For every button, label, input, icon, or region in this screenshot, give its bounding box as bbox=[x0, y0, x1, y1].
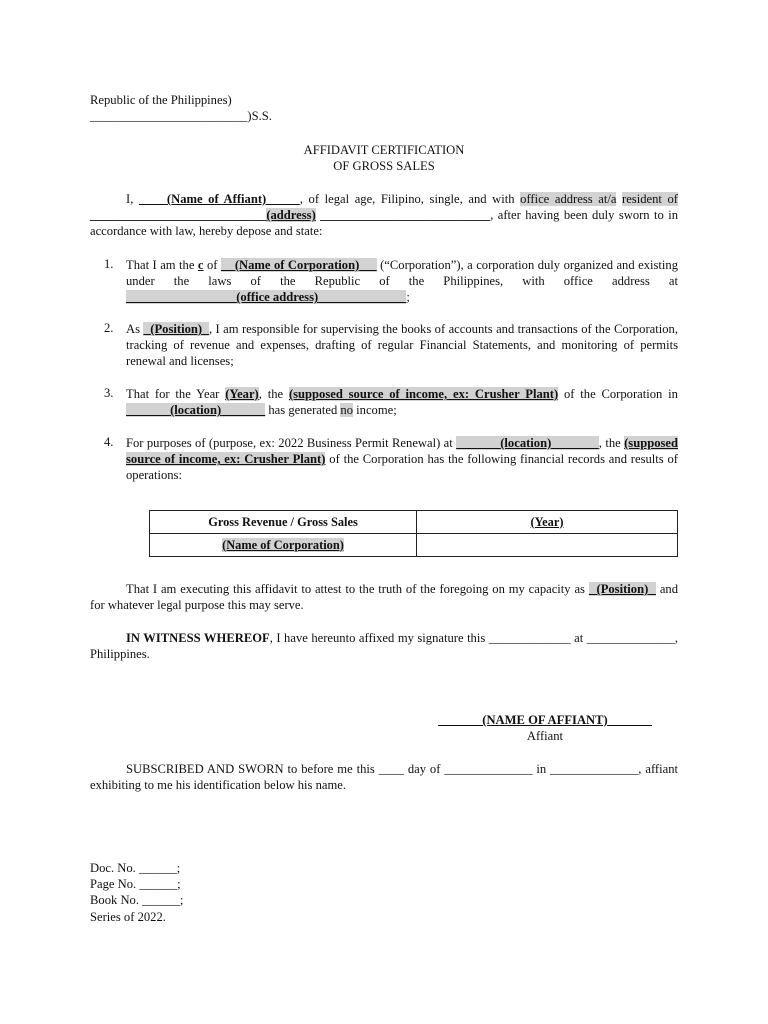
location-field: (location) bbox=[456, 436, 599, 450]
item-number: 2. bbox=[104, 321, 114, 335]
office-address-field: (office address) bbox=[126, 290, 406, 304]
address-field: ____________________________(address) ___________________________ bbox=[90, 208, 491, 223]
table-row bbox=[150, 534, 678, 557]
intro-text-1: , of legal age, Filipino, single, and with bbox=[299, 192, 521, 206]
witness-heading: IN WITNESS WHEREOF bbox=[126, 631, 270, 645]
series: Series of 2022. bbox=[90, 909, 166, 924]
intro-paragraph bbox=[90, 191, 678, 240]
resident-of-highlight: resident of bbox=[622, 192, 678, 206]
table-header-gross-revenue: Gross Revenue / Gross Sales bbox=[150, 511, 417, 534]
venue bbox=[90, 92, 678, 124]
item-number: 3. bbox=[104, 386, 114, 400]
list-item: 3. That for the Year (Year), the (supposed source of income, ex: Crusher Plant) of the Corporation in (location) has generated no income; bbox=[104, 386, 678, 418]
table-header-row bbox=[150, 511, 678, 534]
intro-i: I, bbox=[126, 192, 134, 206]
venue-ss-line bbox=[90, 108, 678, 124]
witness-paragraph: IN WITNESS WHEREOF, I have hereunto affixed my signature this _____________ at ______________, Philippines. bbox=[90, 631, 679, 662]
affiant-signature-line: _______(NAME OF AFFIANT)_______ bbox=[438, 713, 652, 727]
corporation-name-field: (Name of Corporation) bbox=[221, 258, 377, 272]
venue-line: Republic of the Philippines) bbox=[90, 93, 232, 107]
title-line-1: AFFIDAVIT CERTIFICATION bbox=[303, 143, 465, 157]
list-item: 1. That I am the c of (Name of Corporation) (“Corporation”), a corporation duly organized and existing under the laws of the Republic of the Philippines, with office address at (office address) ; bbox=[104, 257, 678, 305]
income-source-field: (supposed source of income, ex: Crusher Plant) bbox=[288, 387, 559, 401]
office-address-highlight: office address at/a bbox=[520, 192, 617, 206]
location-field: (location) bbox=[126, 403, 265, 417]
executing-paragraph: That I am executing this affidavit to attest to the truth of the foregoing on my capacity as (Position) and for whatever legal purpose this may serve. bbox=[90, 582, 679, 613]
intro-text-2: , after having been duly sworn to in accordance with law, hereby depose and state: bbox=[90, 208, 678, 239]
signature-block bbox=[424, 712, 666, 744]
title-line-2: OF GROSS SALES bbox=[333, 159, 435, 174]
income-source-field: (supposed source of income, ex: Crusher Plant) bbox=[126, 436, 679, 467]
notary-block bbox=[90, 860, 183, 925]
list-item: 4. For purposes of (purpose, ex: 2022 Business Permit Renewal) at (location) , the (supposed source of income, ex: Crusher Plant) of the Corporation has the following financial records and results of operations: bbox=[104, 435, 679, 483]
book-no: Book No. ______; bbox=[90, 893, 184, 908]
position-field: (Position) bbox=[143, 322, 209, 336]
venue-blank: _________________________ bbox=[90, 109, 248, 124]
affiant-name-field: (Name of Affiant) bbox=[166, 192, 267, 206]
subscribed-paragraph: SUBSCRIBED AND SWORN to before me this ____ day of ______________ in ______________, affiant exhibiting to me his identification below his name. bbox=[90, 762, 678, 793]
position-field: (Position) bbox=[589, 582, 656, 596]
item-number: 1. bbox=[104, 257, 114, 271]
venue-ss: )S.S. bbox=[247, 109, 272, 124]
gross-sales-table bbox=[149, 510, 678, 557]
table-header-year: (Year) bbox=[417, 511, 678, 534]
item-number: 4. bbox=[104, 435, 114, 449]
table-cell-corporation: (Name of Corporation) bbox=[150, 534, 417, 557]
list-item: 2. As (Position) , I am responsible for supervising the books of accounts and transactions of the Corporation, tracking of revenue and expenses, drafting of regular Financial Statements, and monitoring of permits renewal and licenses; bbox=[104, 321, 679, 369]
doc-no: Doc. No. ______; bbox=[90, 861, 181, 875]
no-highlight: no bbox=[340, 403, 354, 418]
year-field: (Year) bbox=[225, 387, 259, 401]
table-cell-value bbox=[417, 534, 678, 557]
page-no: Page No. ______; bbox=[90, 877, 181, 892]
document-title bbox=[90, 142, 678, 174]
affiant-label: Affiant bbox=[526, 729, 564, 744]
